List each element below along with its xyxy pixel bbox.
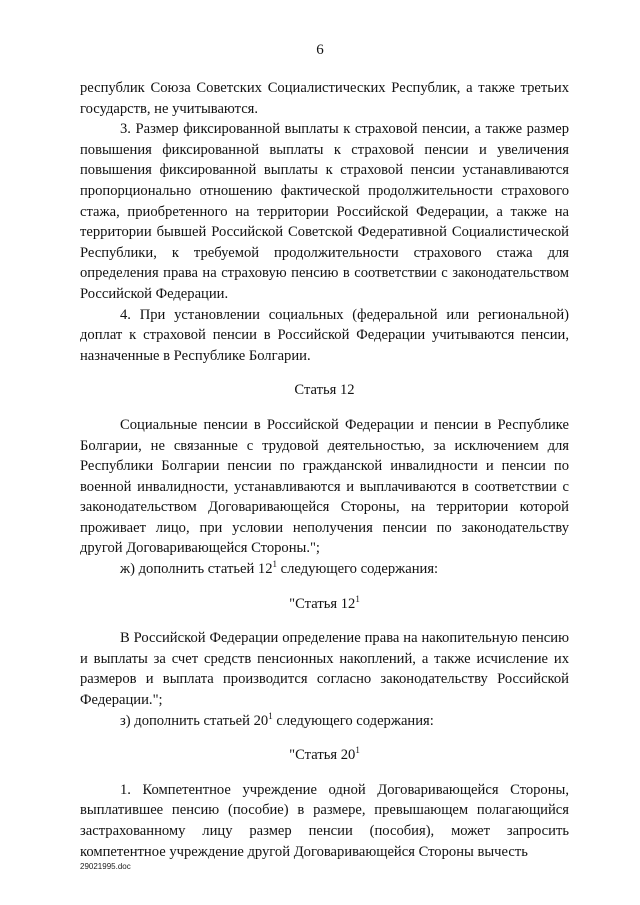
amendment-zh-text-start: ж) дополнить статьей 12: [120, 561, 273, 578]
amendment-z-text-start: з) дополнить статьей 20: [120, 712, 269, 729]
article-heading-12-1: [80, 594, 569, 615]
paragraph-amendment-zh: [80, 559, 569, 580]
paragraph-continuation: республик Союза Советских Социалистических Республик, а также третьих государств, не учитываются.: [80, 80, 569, 117]
article-heading-20-1: [80, 745, 569, 766]
superscript-mark: 1: [268, 710, 273, 721]
paragraph-article-12-1: В Российской Федерации определение права на накопительную пенсию и выплаты за счет средств пенсионных накоплений, а также исчисление их размеров и выплата производится согласно законодательству Российской Федерации.";: [80, 630, 569, 709]
article-heading-12-1-text: "Статья 12: [289, 595, 356, 612]
paragraph-article-20-1-item-1: 1. Компетентное учреждение одной Договаривающейся Стороны, выплатившее пенсию (пособие) в размере, превышающем полагающийся застрахованному лицу размер пенсии (пособия), может запросить компетентное учреждение другой Договаривающейся Стороны вычесть: [80, 781, 569, 860]
paragraph-item-4: 4. При установлении социальных (федеральной или региональной) доплат к страховой пенсии в Российской Федерации учитываются пенсии, назначенные в Республике Болгарии.: [80, 306, 569, 364]
superscript-mark: 1: [355, 593, 360, 604]
paragraph-article-12: Социальные пенсии в Российской Федерации и пенсии в Республике Болгарии, не связанные с трудовой деятельностью, за исключением для Республики Болгарии пенсии по гражданской инвалидности и пенсии по военной инвалидности, устанавливаются и выплачиваются в соответствии с законодательством Договаривающейся Стороны, на территории которой проживает лицо, при условии неполучения пенсии по законодательству другой Договаривающейся Стороны.";: [80, 416, 569, 557]
article-heading-20-1-text: "Статья 20: [289, 747, 356, 764]
amendment-z-text-end: следующего содержания:: [272, 712, 434, 729]
superscript-mark: 1: [272, 559, 278, 570]
amendment-zh-text-end: следующего содержания:: [277, 561, 439, 578]
document-body: [80, 78, 569, 862]
article-heading-12: Статья 12: [294, 382, 355, 399]
paragraph-amendment-z: [80, 711, 569, 732]
paragraph-item-3: 3. Размер фиксированной выплаты к страховой пенсии, а также размер повышения фиксированной выплаты к страховой пенсии и увеличения повышения фиксированной выплаты к страховой пенсии устанавливаются пропорционально отношению фактической продолжительности страхового стажа, приобретенного на территории Российской Федерации, а также на территории бывшей Российской Советской Федеративной Социалистической Республики, к требуемой продолжительности страхового стажа для определения права на страховую пенсию в соответствии с законодательством Российской Федерации.: [80, 121, 569, 302]
footer-filename: 29021995.doc: [80, 862, 131, 871]
superscript-mark: 1: [355, 745, 360, 756]
page-number: 6: [316, 42, 324, 58]
